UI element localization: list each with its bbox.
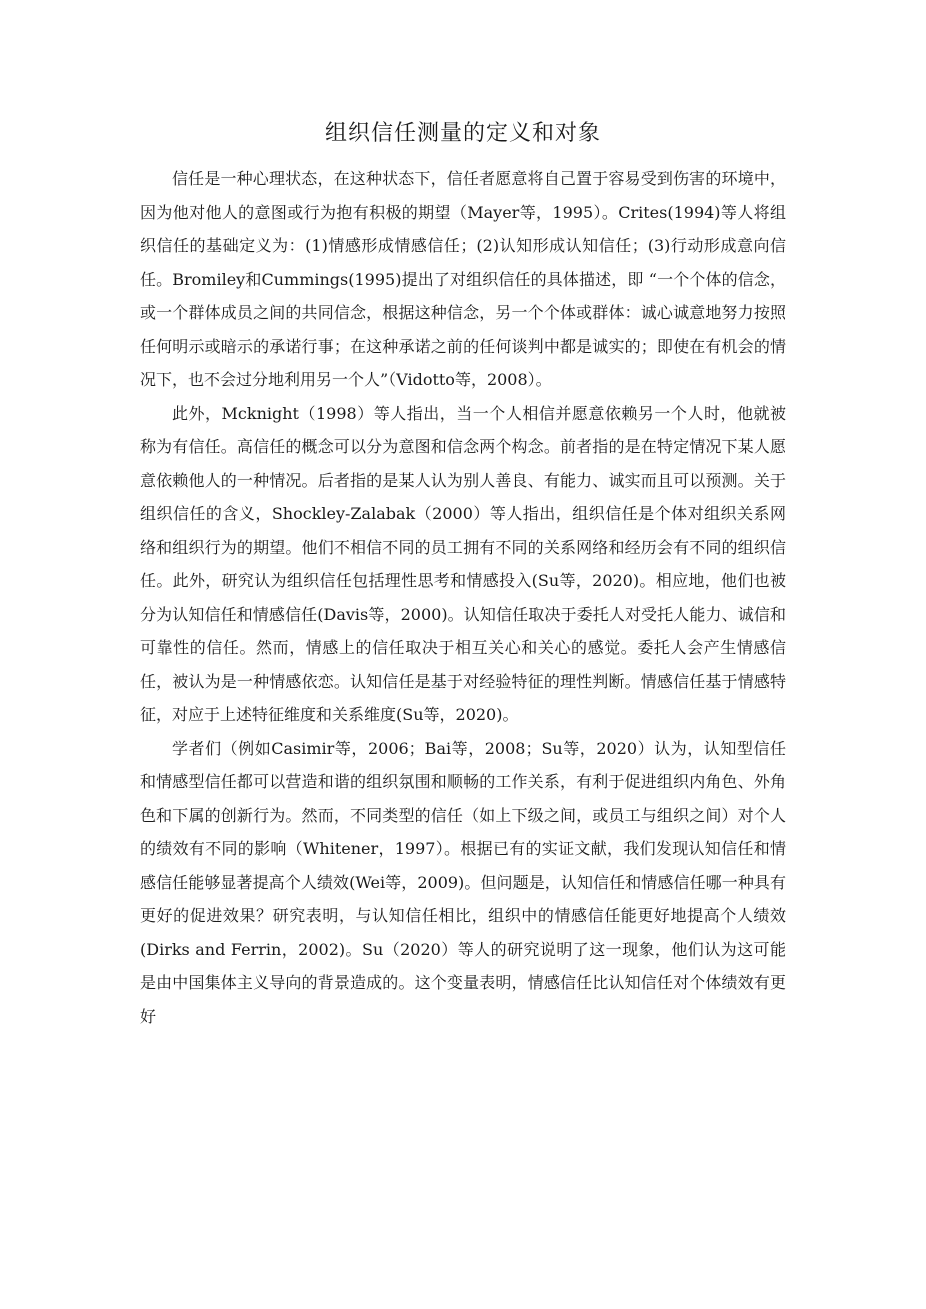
paragraph-2: 此外，Mcknight（1998）等人指出，当一个人相信并愿意依赖另一个人时，他就被称为有信任。高信任的概念可以分为意图和信念两个构念。前者指的是在特定情况下某人愿意依赖他人的一种情况。后者指的是某人认为别人善良、有能力、诚实而且可以预测。关于组织信任的含义，Shockley-Zalabak（2000）等人指出，组织信任是个体对组织关系网络和组织行为的期望。他们不相信不同的员工拥有不同的关系网络和经历会有不同的组织信任。此外，研究认为组织信任包括理性思考和情感投入(Su等，2020)。相应地，他们也被分为认知信任和情感信任(Davis等，2000)。认知信任取决于委托人对受托人能力、诚信和可靠性的信任。然而，情感上的信任取决于相互关心和关心的感觉。委托人会产生情感信任，被认为是一种情感依恋。认知信任是基于对经验特征的理性判断。情感信任基于情感特征，对应于上述特征维度和关系维度(Su等，2020)。: [140, 403, 786, 724]
paragraph-3: 学者们（例如Casimir等，2006；Bai等，2008；Su等，2020）认为，认知型信任和情感型信任都可以营造和谐的组织氛围和顺畅的工作关系，有利于促进组织内角色、外角色和下属的创新行为。然而，不同类型的信任（如上下级之间，或员工与组织之间）对个人的绩效有不同的影响（Whitener，1997）。根据已有的实证文献，我们发现认知信任和情感信任能够显著提高个人绩效(Wei等，2009)。但问题是，认知信任和情感信任哪一种具有更好的促进效果？研究表明，与认知信任相比，组织中的情感信任能更好地提高个人绩效(Dirks and Ferrin，2002)。Su（2020）等人的研究说明了这一现象，他们认为这可能是由中国集体主义导向的背景造成的。这个变量表明，情感信任比认知信任对个体绩效有更好: [140, 738, 786, 1026]
document-body: [140, 162, 786, 1033]
paragraph-1: 信任是一种心理状态，在这种状态下，信任者愿意将自己置于容易受到伤害的环境中，因为他对他人的意图或行为抱有积极的期望（Mayer等，1995）。Crites(1994)等人将组织信任的基础定义为：(1)情感形成情感信任；(2)认知形成认知信任；(3)行动形成意向信任。Bromiley和Cummings(1995)提出了对组织信任的具体描述，即 “一个个体的信念，或一个群体成员之间的共同信念，根据这种信念，另一个个体或群体：诚心诚意地努力按照任何明示或暗示的承诺行事；在这种承诺之前的任何谈判中都是诚实的；即使在有机会的情况下，也不会过分地利用另一个人”（Vidotto等，2008）。: [140, 169, 786, 389]
document-title: 组织信任测量的定义和对象: [324, 121, 601, 146]
